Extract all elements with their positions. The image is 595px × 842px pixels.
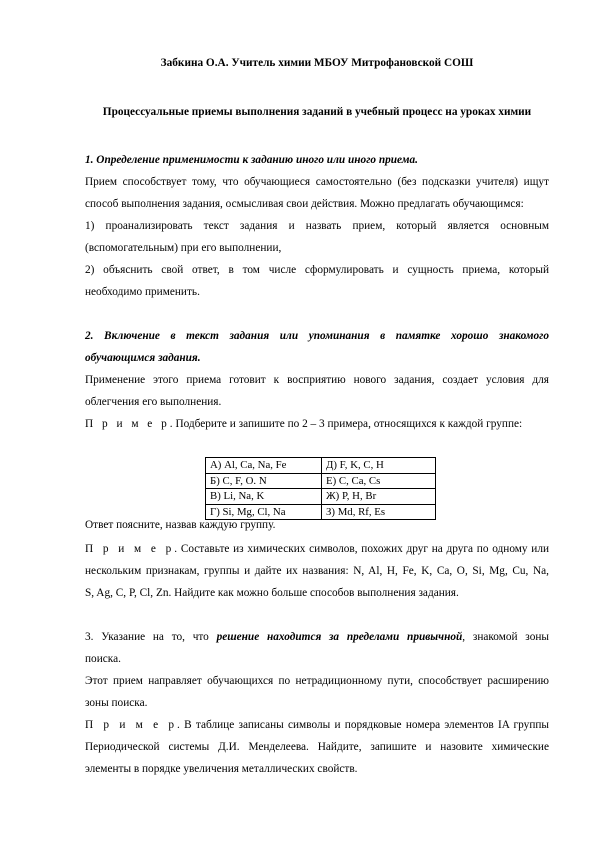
section3-emphasis: решение находится за пределами привычной	[216, 631, 463, 643]
section1-heading: 1. Определение применимости к заданию иного или иного приема.	[85, 154, 418, 166]
example-2-cont: S, Ag, C, P, Cl, Zn. Найдите как можно больше способов выполнения задания.	[85, 587, 459, 599]
example-3-cont: элементы в порядке увеличения металлических свойств.	[85, 763, 358, 775]
section3-text-line: Этот прием направляет обучающихся по нетрадиционному пути, способствует расширению	[85, 675, 549, 687]
document-title: Процессуальные приемы выполнения заданий в учебный процесс на уроках химии	[102, 106, 532, 118]
author-line: Забкина О.А. Учитель химии МБОУ Митрофановской СОШ	[160, 57, 474, 69]
table-cell: Е) C, Ca, Cs	[322, 473, 436, 489]
example-3-text: . В таблице записаны символы и порядковые номера элементов IA группы	[177, 719, 549, 731]
section3-heading-cont: поиска.	[85, 653, 121, 665]
example-3-cont: Периодической системы Д.И. Менделеева. Найдите, запишите и назовите химические	[85, 741, 549, 753]
section2-heading: 2. Включение в текст задания или упоминания в памятке хорошо знакомого	[85, 330, 549, 342]
section1-list-item-1-cont: (вспомогательным) при его выполнении,	[85, 242, 282, 254]
section2-heading-cont: обучающимся задания.	[85, 352, 201, 364]
section2-text-line: Применение этого приема готовит к восприятию нового задания, создает условия для	[85, 374, 549, 386]
element-groups-table	[205, 457, 436, 520]
section1-text-line: Прием способствует тому, что обучающиеся самостоятельно (без подсказки учителя) ищут	[85, 176, 549, 188]
table-row	[206, 473, 436, 489]
section1-text-line: способ выполнения задания, осмысливая свои действия. Можно предлагать обучающимся:	[85, 198, 524, 210]
example-2	[85, 538, 549, 560]
example-2-text: . Составьте из химических символов, похожих друг на друга по одному или	[174, 543, 549, 555]
example-label: П р и м е р	[85, 543, 175, 555]
example-2-cont: нескольким признакам, группы и дайте их названия: N, Al, H, Fe, K, Ca, O, Si, Mg, Cu, Na,	[85, 565, 549, 577]
section3-heading	[85, 626, 549, 648]
example-label: П р и м е р	[85, 719, 178, 731]
example-label: П р и м е р	[85, 418, 170, 430]
table-row	[206, 489, 436, 505]
table-cell: Б) C, F, O. N	[206, 473, 322, 489]
after-table-text: Ответ поясните, назвав каждую группу.	[85, 519, 276, 531]
section3-heading-end: , знакомой зоны	[462, 631, 549, 643]
section2-text-line: облегчения его выполнения.	[85, 396, 222, 408]
section3-text-line: зоны поиска.	[85, 697, 148, 709]
section1-list-item-2: 2) объяснить свой ответ, в том числе сформулировать и сущность приема, который	[85, 264, 549, 276]
section1-list-item-2-cont: необходимо применить.	[85, 286, 200, 298]
table-cell: А) Al, Ca, Na, Fe	[206, 458, 322, 474]
table-cell: З) Md, Rf, Es	[322, 504, 436, 520]
table-row	[206, 458, 436, 474]
example-3	[85, 714, 549, 736]
table-cell: Г) Si, Mg, Cl, Na	[206, 504, 322, 520]
example-1	[85, 413, 549, 435]
section3-heading-start: 3. Указание на то, что	[85, 631, 209, 643]
section1-list-item-1: 1) проанализировать текст задания и назвать прием, который является основным	[85, 220, 549, 232]
table-cell: В) Li, Na, K	[206, 489, 322, 505]
example-1-text: . Подберите и запишите по 2 – 3 примера, относящихся к каждой группе:	[169, 418, 523, 430]
table-cell: Ж) P, H, Br	[322, 489, 436, 505]
table-cell: Д) F, K, C, H	[322, 458, 436, 474]
